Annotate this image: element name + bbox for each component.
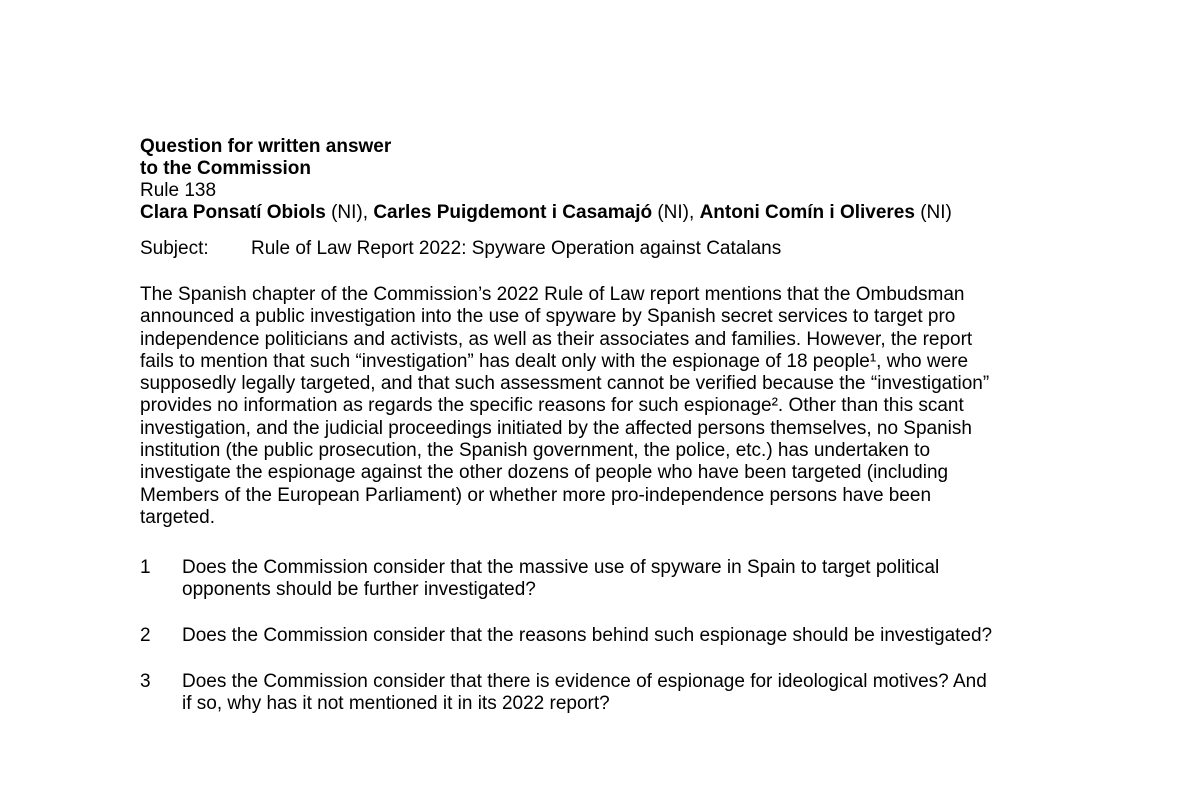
author-group: (NI), bbox=[325, 202, 374, 223]
question-line: if so, why has it not mentioned it in its 2022 report? bbox=[182, 693, 610, 715]
body-line: fails to mention that such “investigation” has dealt only with the espionage of 18 people¹, who were bbox=[140, 350, 969, 372]
authors-line bbox=[140, 202, 1040, 224]
body-line: provides no information as regards the specific reasons for such espionage². Other than this scant bbox=[140, 395, 964, 417]
question-item bbox=[140, 671, 1040, 715]
doc-heading-line1: Question for written answer bbox=[140, 136, 392, 157]
question-line: Does the Commission consider that the massive use of spyware in Spain to target political bbox=[182, 557, 940, 579]
author-group: (NI), bbox=[652, 202, 700, 223]
body-line: investigate the espionage against the other dozens of people who have been targeted (including bbox=[140, 462, 949, 484]
question-item bbox=[140, 557, 1040, 601]
author-name: Antoni Comín i Oliveres bbox=[699, 202, 915, 223]
subject-text: Rule of Law Report 2022: Spyware Operation against Catalans bbox=[251, 238, 782, 259]
question-text bbox=[182, 625, 992, 647]
body-line: supposedly legally targeted, and that such assessment cannot be verified because the “investigation” bbox=[140, 373, 990, 395]
question-number: 1 bbox=[140, 557, 151, 579]
question-line: Does the Commission consider that there is evidence of espionage for ideological motives? And bbox=[182, 671, 987, 693]
rule-number: Rule 138 bbox=[140, 180, 217, 201]
subject-line bbox=[140, 238, 1040, 260]
body-line: targeted. bbox=[140, 506, 215, 528]
document-page bbox=[140, 136, 1040, 715]
question-number: 3 bbox=[140, 671, 151, 693]
question-line: Does the Commission consider that the reasons behind such espionage should be investigated? bbox=[182, 625, 993, 647]
body-line: The Spanish chapter of the Commission’s 2022 Rule of Law report mentions that the Ombudsman bbox=[140, 284, 965, 305]
question-line: opponents should be further investigated? bbox=[182, 579, 536, 601]
question-text bbox=[182, 557, 939, 601]
body-paragraph bbox=[140, 284, 1040, 529]
subject-label: Subject: bbox=[140, 238, 209, 259]
author-name: Clara Ponsatí Obiols bbox=[140, 202, 326, 223]
body-line: institution (the public prosecution, the Spanish government, the police, etc.) has undertaken to bbox=[140, 440, 931, 462]
body-line: independence politicians and activists, as well as their associates and families. However, the report bbox=[140, 328, 973, 350]
body-line: announced a public investigation into the use of spyware by Spanish secret services to target pro bbox=[140, 306, 956, 328]
body-line: investigation, and the judicial proceedings initiated by the affected persons themselves, no Spanish bbox=[140, 417, 972, 439]
question-text bbox=[182, 671, 987, 715]
doc-heading-line2: to the Commission bbox=[140, 158, 312, 179]
question-item bbox=[140, 625, 1040, 647]
author-name: Carles Puigdemont i Casamajó bbox=[373, 202, 653, 223]
body-line: Members of the European Parliament) or whether more pro-independence persons have been bbox=[140, 484, 932, 506]
author-group: (NI) bbox=[914, 202, 952, 223]
question-number: 2 bbox=[140, 625, 151, 647]
